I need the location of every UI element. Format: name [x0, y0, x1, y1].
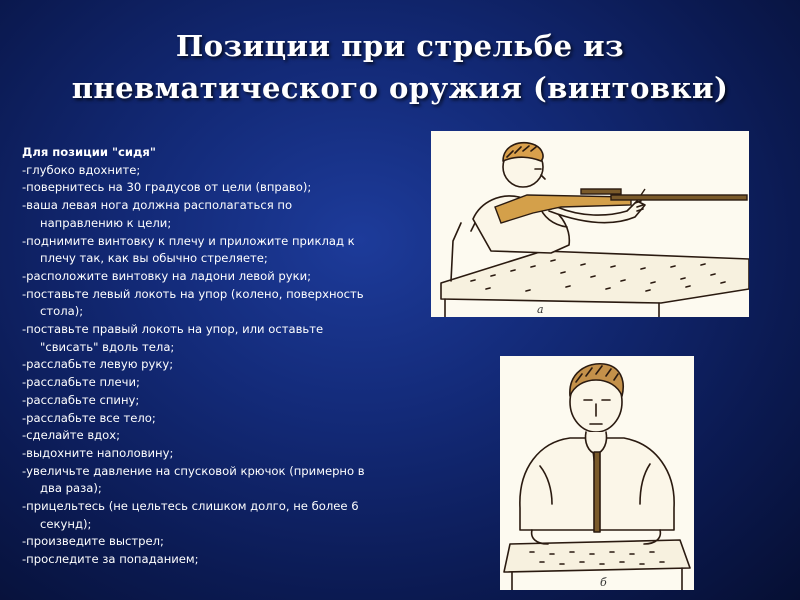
- instruction-item: -ваша левая нога должна располагаться по направлению к цели;: [22, 198, 293, 230]
- instruction-item: -проследите за попаданием;: [22, 552, 199, 567]
- instruction-item: -выдохните наполовину;: [22, 445, 174, 460]
- instruction-item: -поставьте левый локоть на упор (колено, поверхность стола);: [22, 286, 364, 319]
- figure-label-b: б: [600, 576, 607, 589]
- instruction-item: -глубоко вдохните;: [22, 162, 141, 177]
- instruction-item: -сделайте вдох;: [22, 428, 121, 443]
- figure-label-a: а: [537, 303, 544, 316]
- frontal-shooter-illustration: [500, 356, 694, 590]
- instruction-item: -повернитесь на 30 градусов от цели (вправо);: [22, 180, 312, 195]
- instruction-item: -расположите винтовку на ладони левой руки;: [22, 268, 312, 283]
- seated-shooter-illustration: [431, 131, 749, 317]
- instruction-item: -прицельтесь (не цельтесь слишком долго, не более 6 секунд);: [22, 499, 359, 531]
- seated-shooter-drawing: [431, 131, 749, 317]
- slide-title-line-1: Позиции при стрельбе из: [175, 29, 625, 64]
- instruction-item: -увеличьте давление на спусковой крючок (примерно в два раза);: [22, 463, 365, 496]
- instruction-item: -поставьте правый локоть на упор, или оставьте "свисать" вдоль тела;: [22, 322, 324, 354]
- instruction-item: -расслабьте все тело;: [22, 410, 156, 425]
- slide-title-line-2: пневматического оружия (винтовки): [71, 71, 729, 106]
- instructions-list: [22, 144, 367, 569]
- frontal-shooter-drawing: [500, 356, 694, 590]
- instruction-item: -поднимите винтовку к плечу и приложите приклад к плечу так, как вы обычно стреляете;: [22, 233, 355, 266]
- instruction-item: -произведите выстрел;: [22, 534, 164, 549]
- instruction-item: -расслабьте спину;: [22, 392, 140, 407]
- instruction-item: -расслабьте плечи;: [22, 375, 140, 390]
- instruction-item: -расслабьте левую руку;: [22, 357, 174, 372]
- instructions-heading: Для позиции "сидя": [22, 145, 156, 159]
- slide-title: [20, 25, 780, 109]
